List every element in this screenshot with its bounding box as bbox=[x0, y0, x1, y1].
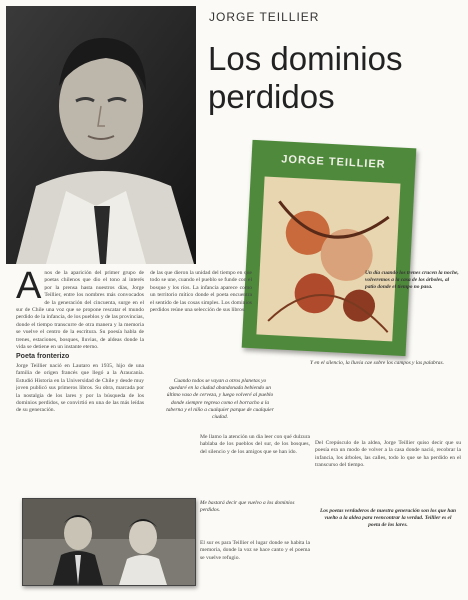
article-column-2-body bbox=[200, 434, 310, 494]
author-name-small: JORGE TEILLIER bbox=[209, 10, 320, 24]
pull-quote-top-text: Un día cuando los trenes crucen la noche, volveremos a la casa de los árboles, al patio donde el tiempo no pasa. bbox=[365, 270, 459, 291]
poem-excerpt-1 bbox=[165, 378, 275, 428]
article-column-1 bbox=[16, 270, 144, 496]
article-title: Los dominios perdidos bbox=[208, 40, 403, 115]
pull-quote-bottom bbox=[318, 508, 458, 594]
article-column-2-top bbox=[150, 270, 252, 374]
column-3-body-text: Del Crepúsculo de la aldea, Jorge Teillier quiso decir que su poesía era un modo de volver a la casa donde nació, recobrar la infancia, los árboles, las calles, todo lo que se ha perdido en el transcurso del tiempo. bbox=[315, 440, 461, 469]
author-portrait-photo bbox=[6, 6, 196, 264]
two-men-illustration bbox=[23, 499, 195, 585]
article-column-3-body bbox=[315, 440, 461, 500]
subhead-poeta-fronterizo: Poeta fronterizo bbox=[16, 353, 70, 361]
two-men-photo bbox=[22, 498, 196, 586]
column-2-body-text: Me llamo la atención un dia leer con qué dulzura hablaba de los pueblos del sur, de los bosques, del silencio y de los amigos que se han ido. bbox=[200, 434, 310, 455]
article-column-2-end bbox=[200, 540, 310, 590]
poem-3-text: Y en el silencio, la lluvia cae sobre los campos y las palabras. bbox=[310, 360, 444, 366]
drop-cap: A bbox=[16, 270, 42, 307]
book-cover-author: JORGE TEILLIER bbox=[281, 153, 386, 171]
poem-excerpt-2 bbox=[200, 500, 310, 540]
poem-1-text: Cuando todos se vayan a otros planetas yo quedaré en la ciudad abandonada bebiendo un último vaso de cerveza, y luego volveré al pueblo donde siempre regreso como el borracho a la taberna y el niño a cualquier parque de cualquier ciudad. bbox=[166, 378, 274, 421]
poem-2-text: Me bastará decir que vuelvo a los dominios perdidos. bbox=[200, 500, 295, 514]
column-1-body: Jorge Teillier nació en Lautaro en 1935, hijo de una familia de origen francés que llegó a la Araucanía. Estudió Historia en la Universidad de Chile y desde muy joven publicó sus primeros libros. Su obra, marcada por la nostalgia de los lares y por la búsqueda de los dominios perdidos, se convirtió en una de las más leídas de su generación. bbox=[16, 362, 144, 414]
poem-excerpt-3 bbox=[310, 360, 460, 400]
column-2-end-text: El sur es para Teillier el lugar donde se habita la memoria, donde la voz se hace canto y el poema se vuelve refugio. bbox=[200, 540, 310, 561]
pull-quote-top bbox=[365, 270, 461, 330]
portrait-illustration bbox=[6, 6, 196, 264]
column-2-top-text: de las que dieron la unidad del tiempo en que todo se une, cuando el pueblo se funde con el bosque y los ríos. La infancia aparece como un territorio mítico donde el poeta encuentra el sentido de las cosas simples. Los dominios perdidos reúne una selección de sus libros. bbox=[150, 270, 252, 314]
pull-quote-bottom-text: Los poetas verdaderos de nuestra generación son los que han vuelto a la aldea para reencontrar la verdad. Teillier es el poeta de los lares. bbox=[319, 508, 457, 529]
column-1-intro: nos de la aparición del primer grupo de poetas chilenos que dio el tono al interés por la prensa hasta nuestros días, Jorge Teillier, entre los nombres más convocados de la generación del cincuenta, surge en el sur de Chile una voz que se propone rescatar el mundo perdido de la infancia, de los pueblos y de las provincias, donde el tiempo transcurre de otra manera y la memoria se vuelve el centro de la escritura. Su poesía habla de trenes, estaciones, bosques, lluvias, de aldeas donde la vida se detiene en un instante eterno. bbox=[16, 270, 144, 351]
